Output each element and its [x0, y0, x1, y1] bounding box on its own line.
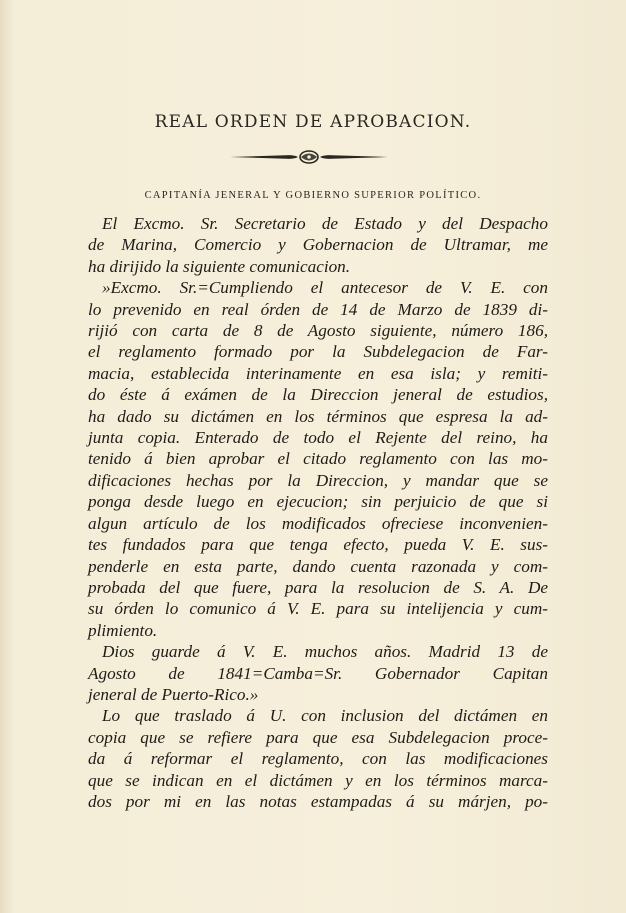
text-line: macia, establecida interinamente en esa isla; y remiti- [88, 363, 548, 383]
text-line: dificaciones hechas por la Direccion, y mandar que se [88, 470, 548, 490]
text-line: Lo que traslado á U. con inclusion del dictámen en [102, 706, 548, 726]
text-line: penderle en esta parte, dando cuenta razonada y com- [88, 556, 548, 576]
text-line: ha dado su dictámen en los términos que espresa la ad- [88, 406, 548, 426]
text-line: el reglamento formado por la Subdelegacion de Far- [88, 342, 548, 362]
text-line: plimiento. [88, 620, 158, 640]
text-line: junta copia. Enterado de todo el Rejente del reino, ha [88, 428, 548, 448]
text-line: dos por mi en las notas estampadas á su márjen, po- [88, 791, 548, 811]
document-title: REAL ORDEN DE APROBACION. [154, 112, 472, 132]
text-line: Agosto de 1841=Camba=Sr. Gobernador Capitan [88, 663, 548, 683]
ornament-divider-icon [228, 148, 390, 166]
text-line: tes fundados para que tenga efecto, pueda V. E. sus- [88, 535, 548, 555]
text-line: »Excmo. Sr.=Cumpliendo el antecesor de V. E. con [102, 278, 548, 298]
document-body [88, 213, 548, 812]
text-line: ponga desde luego en ejecucion; sin perjuicio de que si [88, 492, 548, 512]
text-line: probada del que fuere, para la resolucion de S. A. De [88, 577, 548, 597]
document-subtitle: CAPITANÍA JENERAL Y GOBIERNO SUPERIOR POLÍTICO. [144, 190, 482, 201]
text-line: rijió con carta de 8 de Agosto siguiente, número 186, [88, 321, 548, 341]
text-line: ha dirijido la siguiente comunicacion. [88, 256, 351, 276]
text-line: lo prevenido en real órden de 14 de Marzo de 1839 di- [88, 299, 548, 319]
text-line: su órden lo comunico á V. E. para su intelijencia y cum- [88, 599, 548, 619]
text-line: Dios guarde á V. E. muchos años. Madrid 13 de [102, 642, 548, 662]
text-line: algun artículo de los modificados ofreciese inconvenien- [88, 513, 548, 533]
text-line: jeneral de Puerto-Rico.» [88, 684, 259, 704]
text-line: El Excmo. Sr. Secretario de Estado y del Despacho [102, 214, 548, 233]
text-line: de Marina, Comercio y Gobernacion de Ultramar, me [88, 235, 548, 255]
text-line: que se indican en el dictámen y en los términos marca- [88, 770, 548, 790]
text-line: da á reformar el reglamento, con las modificaciones [88, 749, 548, 769]
text-line: tenido á bien aprobar el citado reglamento con las mo- [88, 449, 548, 469]
text-line: do éste á exámen de la Direccion jeneral de estudios, [88, 385, 548, 405]
text-line: copia que se refiere para que esa Subdelegacion proce- [88, 727, 548, 747]
